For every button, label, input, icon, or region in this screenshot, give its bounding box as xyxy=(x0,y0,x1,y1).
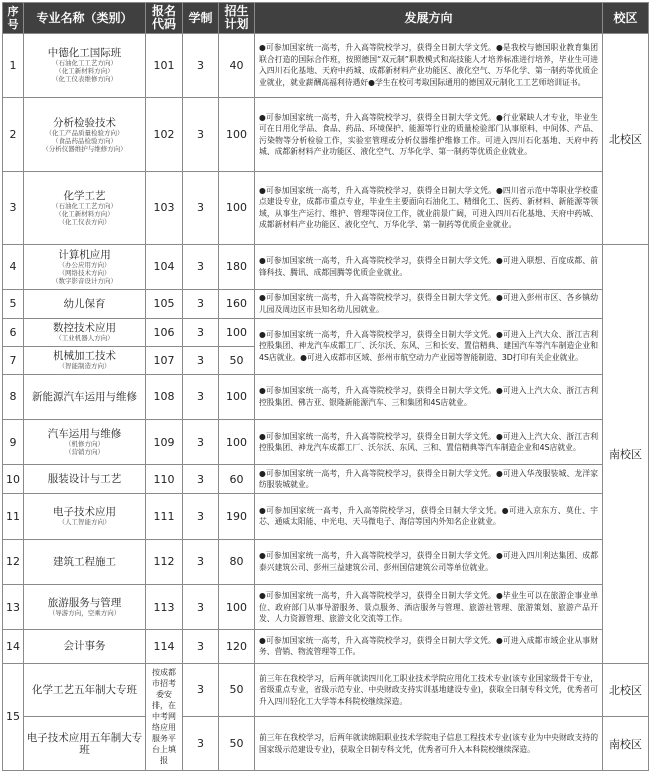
years: 3 xyxy=(183,34,219,98)
major-code: 111 xyxy=(146,494,183,539)
direction: ●可参加国家统一高考，升入高等院校学习，获得全日制大学文凭。●可进入华茂服装城、龙洋家纺服装城就业。 xyxy=(255,465,603,494)
header-code: 报名代码 xyxy=(146,3,183,34)
major-code: 104 xyxy=(146,244,183,289)
header-major: 专业名称（类别） xyxy=(24,3,146,34)
row-no: 1 xyxy=(3,34,24,98)
major-name: 计算机应用 （办公应用方向） （网络技术方向） （数字影音设计方向） xyxy=(24,244,146,289)
plan: 100 xyxy=(219,419,255,464)
major-name: 新能源汽车运用与维修 xyxy=(24,374,146,419)
years: 3 xyxy=(183,374,219,419)
years: 3 xyxy=(183,630,219,663)
table-row xyxy=(3,244,649,289)
plan: 100 xyxy=(219,172,255,244)
header-years: 学制 xyxy=(183,3,219,34)
years: 3 xyxy=(183,172,219,244)
major-code: 114 xyxy=(146,630,183,663)
major-code: 112 xyxy=(146,539,183,584)
table-row xyxy=(3,585,649,630)
table-row xyxy=(3,663,649,717)
major-code: 101 xyxy=(146,34,183,98)
major-name: 电子技术应用五年制大专班 xyxy=(24,717,146,771)
plan: 40 xyxy=(219,34,255,98)
row-no: 2 xyxy=(3,97,24,171)
major-name: 中德化工国际班 （石油化工工艺方向） （化工新材料方向） （化工仪表维修方向） xyxy=(24,34,146,98)
row-no: 8 xyxy=(3,374,24,419)
direction: ●可参加国家统一高考，升入高等院校学习，获得全日制大学文凭。●毕业生可以在旅游企事业单位、政府部门从事导游服务、景点服务、酒店服务与管理、旅游社管理、旅游策划、旅游产品开发、人力资源管理、旅游文化交流等工作。 xyxy=(255,585,603,630)
row-no: 14 xyxy=(3,630,24,663)
major-code: 113 xyxy=(146,585,183,630)
direction: 前三年在我校学习，后两年就读四川化工职业技术学院应用化工技术专业(该专业国家级骨干专业，省级重点专业，省级示范专业、中央财政支持实训基地建设专业)，获取全日制专科文凭，优秀者可升入四川轻化工大学等本科院校继续深造。 xyxy=(255,663,603,717)
row-no: 13 xyxy=(3,585,24,630)
plan: 50 xyxy=(219,346,255,374)
years: 3 xyxy=(183,318,219,346)
years: 3 xyxy=(183,244,219,289)
direction: ●可参加国家统一高考，升入高等院校学习，获得全日制大学文凭。●可进入四川利达集团、成都泰兴建筑公司、彭州三益建筑公司、彭州国信建筑公司等单位就业。 xyxy=(255,539,603,584)
years: 3 xyxy=(183,663,219,717)
plan: 120 xyxy=(219,630,255,663)
table-row xyxy=(3,97,649,171)
enrollment-table xyxy=(2,2,649,771)
table-row xyxy=(3,494,649,539)
plan: 100 xyxy=(219,318,255,346)
plan: 100 xyxy=(219,97,255,171)
plan: 50 xyxy=(219,663,255,717)
years: 3 xyxy=(183,585,219,630)
direction: ●可参加国家统一高考，升入高等院校学习，获得全日制大学文凭。●可进入联想、百度成都、前锋科技、腾讯、成都国腾等优质企业就业。 xyxy=(255,244,603,289)
major-name: 电子技术应用 （人工智能方向） xyxy=(24,494,146,539)
direction: ●可参加国家统一高考，升入高等院校学习，获得全日制大学文凭。●是我校与德国职业教育集团联合打造的国际合作班，按照德国“双元制”职教模式和高技能人才培养标准进行培养，毕业生可进入四川石化基地、天府中药城、成都新材料产业功能区、液化空气、万华化学、第一制药等优质企业就业，就业薪酬高福利待遇好●学生在校可考取国际通用的德国双元制化工工艺师培训证书。 xyxy=(255,34,603,98)
row-no: 6 xyxy=(3,318,24,346)
row-no: 9 xyxy=(3,419,24,464)
direction: ●可参加国家统一高考，升入高等院校学习，获得全日制大学文凭。●可进入成都市域企业从事财务、营销、物流管理等工作。 xyxy=(255,630,603,663)
plan: 50 xyxy=(219,717,255,771)
campus-north: 北校区 xyxy=(603,34,649,245)
plan: 100 xyxy=(219,374,255,419)
years: 3 xyxy=(183,494,219,539)
header-campus: 校区 xyxy=(603,3,649,34)
years: 3 xyxy=(183,465,219,494)
table-row xyxy=(3,717,649,771)
major-name: 汽车运用与维修 （机修方向） （营销方向） xyxy=(24,419,146,464)
years: 3 xyxy=(183,539,219,584)
major-name: 会计事务 xyxy=(24,630,146,663)
major-name: 建筑工程施工 xyxy=(24,539,146,584)
table-row xyxy=(3,465,649,494)
table-row xyxy=(3,630,649,663)
direction: ●可参加国家统一高考，升入高等院校学习，获得全日制大学文凭。●可进入京东方、莫仕、宇芯、通威太阳能、中光电、天马微电子、海信等国内外知名企业就业。 xyxy=(255,494,603,539)
major-code: 103 xyxy=(146,172,183,244)
major-code: 105 xyxy=(146,289,183,318)
major-name: 旅游服务与管理 （导游方向，空乘方向） xyxy=(24,585,146,630)
table-row xyxy=(3,419,649,464)
major-code: 106 xyxy=(146,318,183,346)
direction: ●可参加国家统一高考，升入高等院校学习，获得全日制大学文凭。●可进入上汽大众、浙江吉利控股集团、神龙汽车成都工厂、沃尔沃、东风、三和长安、置信精典、建国汽车等汽车制造企业和4S店就业。●可进入成都市区域、彭州市航空动力产业园等智能制造、3D打印有关企业就业。 xyxy=(255,318,603,374)
campus-south: 南校区 xyxy=(603,244,649,663)
years: 3 xyxy=(183,346,219,374)
direction: ●可参加国家统一高考，升入高等院校学习，获得全日制大学文凭。●可进入上汽大众、浙江吉利控股集团、神龙汽车成都工厂、沃尔沃、东风、三和、置信精典等汽车制造企业和4S店就业。 xyxy=(255,419,603,464)
campus-north: 北校区 xyxy=(603,663,649,717)
row-no: 11 xyxy=(3,494,24,539)
row-no: 4 xyxy=(3,244,24,289)
row-no: 12 xyxy=(3,539,24,584)
table-row xyxy=(3,374,649,419)
major-name: 分析检验技术 （化工产品质量检验方向） （食品药品检验方向） （分析仪器维护与维修方向） xyxy=(24,97,146,171)
major-name: 数控技术应用 （工业机器人方向） xyxy=(24,318,146,346)
major-name: 服装设计与工艺 xyxy=(24,465,146,494)
major-code: 110 xyxy=(146,465,183,494)
plan: 100 xyxy=(219,585,255,630)
header-plan: 招生计划 xyxy=(219,3,255,34)
direction: 前三年在我校学习，后两年就读绵阳职业技术学院电子信息工程技术专业(该专业为中央财政支持的国家级示范建设专业)，获取全日制专科文凭，优秀者可升入本科院校继续深造。 xyxy=(255,717,603,771)
header-no: 序号 xyxy=(3,3,24,34)
plan: 60 xyxy=(219,465,255,494)
row-no: 3 xyxy=(3,172,24,244)
major-code: 108 xyxy=(146,374,183,419)
row-no: 7 xyxy=(3,346,24,374)
years: 3 xyxy=(183,717,219,771)
major-name: 化学工艺 （石油化工工艺方向） （化工新材料方向） （化工仪表方向） xyxy=(24,172,146,244)
table-row xyxy=(3,289,649,318)
years: 3 xyxy=(183,419,219,464)
major-name: 幼儿保育 xyxy=(24,289,146,318)
table-row xyxy=(3,34,649,98)
plan: 180 xyxy=(219,244,255,289)
plan: 160 xyxy=(219,289,255,318)
table-header-row xyxy=(3,3,649,34)
direction: ●可参加国家统一高考，升入高等院校学习，获得全日制大学文凭。●行业紧缺人才专业，毕业生可在日用化学品、食品、药品、环境保护、能源等行业的质量检验部门从事原料、中间体、产品、污染物等分析检验工作，实验室管理或分析仪器维护维修工作。可进入四川石化基地、天府中药城、成都新材料产业功能区、液化空气、万华化学、第一制药等优质企业就业。 xyxy=(255,97,603,171)
table-row xyxy=(3,539,649,584)
header-direction: 发展方向 xyxy=(255,3,603,34)
table-row xyxy=(3,172,649,244)
years: 3 xyxy=(183,289,219,318)
row-no: 10 xyxy=(3,465,24,494)
registration-note: 按成都市招考委安排，在中考网络应用服务平台上填报 xyxy=(146,663,183,771)
direction: ●可参加国家统一高考，升入高等院校学习，获得全日制大学文凭。●可进入彭州市区、各乡镇幼儿园及周边区市县知名幼儿园就业。 xyxy=(255,289,603,318)
years: 3 xyxy=(183,97,219,171)
campus-south: 南校区 xyxy=(603,717,649,771)
plan: 190 xyxy=(219,494,255,539)
major-name: 机械加工技术 （智能制造方向） xyxy=(24,346,146,374)
direction: ●可参加国家统一高考，升入高等院校学习，获得全日制大学文凭。●四川省示范中等职业学校重点建设专业，成都市重点专业，毕业生主要面向石油化工、精细化工、医药、新材料、新能源等领域，从事生产运行、维护、管理等岗位工作，就业前景广阔，可进入四川石化基地、天府中药城、成都新材料产业功能区、液化空气、万华化学、第一制药等优质企业就业。 xyxy=(255,172,603,244)
row-no: 5 xyxy=(3,289,24,318)
major-name: 化学工艺五年制大专班 xyxy=(24,663,146,717)
plan: 80 xyxy=(219,539,255,584)
major-code: 107 xyxy=(146,346,183,374)
table-row xyxy=(3,318,649,346)
major-code: 109 xyxy=(146,419,183,464)
major-code: 102 xyxy=(146,97,183,171)
direction: ●可参加国家统一高考，升入高等院校学习，获得全日制大学文凭。●可进入上汽大众、浙江吉利控股集团、佛吉亚、银隆新能源汽车、三和集团和4S店就业。 xyxy=(255,374,603,419)
row-no: 15 xyxy=(3,663,24,771)
